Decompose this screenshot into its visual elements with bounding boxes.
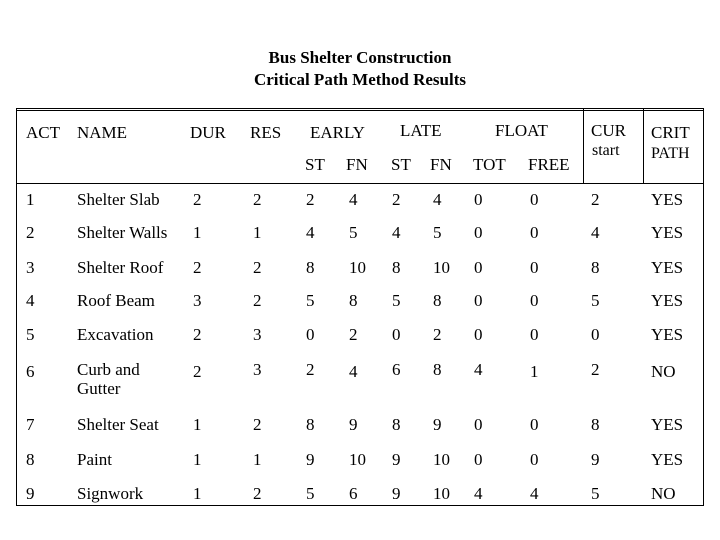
- cell-early-fn: 4: [349, 362, 358, 381]
- cell-float-tot: 0: [474, 450, 483, 469]
- cell-late-fn: 5: [433, 223, 442, 242]
- cell-late-st: 8: [392, 258, 401, 277]
- cell-late-st: 9: [392, 450, 401, 469]
- cell-float-tot: 0: [474, 190, 483, 209]
- cell-late-st: 6: [392, 360, 401, 379]
- cell-act: 8: [26, 450, 35, 469]
- cell-name: Signwork: [77, 484, 144, 503]
- cell-crit-path: NO: [651, 484, 676, 503]
- cell-cur-start: 9: [591, 450, 600, 469]
- cell-float-free: 0: [530, 325, 539, 344]
- cell-dur: 3: [193, 291, 202, 310]
- header-cur-start: start: [592, 142, 620, 159]
- cell-float-free: 0: [530, 223, 539, 242]
- header-rule: [16, 183, 704, 184]
- cell-crit-path: YES: [651, 291, 684, 310]
- header-float-free: FREE: [528, 155, 570, 174]
- cell-early-fn: 10: [349, 450, 366, 469]
- cell-early-fn: 2: [349, 325, 358, 344]
- cell-late-fn: 8: [433, 291, 442, 310]
- cell-early-st: 0: [306, 325, 315, 344]
- cell-early-st: 8: [306, 258, 315, 277]
- cell-early-fn: 9: [349, 415, 358, 434]
- header-res: RES: [250, 123, 282, 142]
- header-late-fn: FN: [430, 155, 452, 174]
- cell-cur-start: 2: [591, 360, 600, 379]
- cell-cur-start: 4: [591, 223, 600, 242]
- cell-float-tot: 4: [474, 360, 483, 379]
- cell-cur-start: 8: [591, 415, 600, 434]
- cell-cur-start: 8: [591, 258, 600, 277]
- header-name: NAME: [77, 123, 128, 142]
- cell-crit-path: YES: [651, 415, 684, 434]
- cell-float-free: 0: [530, 450, 539, 469]
- cell-float-tot: 0: [474, 291, 483, 310]
- cell-early-st: 5: [306, 291, 315, 310]
- cell-name: Shelter Walls: [77, 223, 168, 242]
- cell-float-free: 0: [530, 258, 539, 277]
- cell-res: 1: [253, 450, 262, 469]
- cell-crit-path: YES: [651, 190, 684, 209]
- cell-early-fn: 8: [349, 291, 358, 310]
- cell-float-free: 0: [530, 190, 539, 209]
- cell-late-fn: 10: [433, 450, 450, 469]
- cell-name: Excavation: [77, 325, 154, 344]
- cell-float-tot: 0: [474, 223, 483, 242]
- cell-late-st: 8: [392, 415, 401, 434]
- cell-late-fn: 10: [433, 484, 450, 503]
- cell-early-st: 2: [306, 190, 315, 209]
- cell-act: 3: [26, 258, 35, 277]
- cell-late-fn: 8: [433, 360, 442, 379]
- cell-name: Curb and Gutter: [77, 360, 140, 398]
- cell-dur: 2: [193, 362, 202, 381]
- cell-dur: 2: [193, 258, 202, 277]
- cell-res: 2: [253, 190, 262, 209]
- cell-float-free: 0: [530, 291, 539, 310]
- cell-late-st: 2: [392, 190, 401, 209]
- cell-act: 4: [26, 291, 35, 310]
- cell-res: 1: [253, 223, 262, 242]
- cell-act: 5: [26, 325, 35, 344]
- cell-early-st: 5: [306, 484, 315, 503]
- cell-name: Paint: [77, 450, 112, 469]
- cell-late-st: 4: [392, 223, 401, 242]
- cell-crit-path: YES: [651, 223, 684, 242]
- cell-res: 2: [253, 258, 262, 277]
- cell-dur: 1: [193, 223, 202, 242]
- cell-crit-path: YES: [651, 450, 684, 469]
- cell-early-fn: 4: [349, 190, 358, 209]
- cell-late-fn: 10: [433, 258, 450, 277]
- cell-float-tot: 0: [474, 258, 483, 277]
- cell-dur: 1: [193, 484, 202, 503]
- cell-late-fn: 9: [433, 415, 442, 434]
- cell-early-st: 2: [306, 360, 315, 379]
- header-float-tot: TOT: [473, 155, 506, 174]
- cell-dur: 1: [193, 450, 202, 469]
- page-subtitle: Critical Path Method Results: [253, 70, 466, 89]
- cell-act: 1: [26, 190, 35, 209]
- cell-early-st: 4: [306, 223, 315, 242]
- header-float: FLOAT: [495, 121, 548, 140]
- cell-float-tot: 4: [474, 484, 483, 503]
- header-early-fn: FN: [346, 155, 368, 174]
- cell-cur-start: 5: [591, 484, 600, 503]
- cell-act: 9: [26, 484, 35, 503]
- cell-name: Shelter Seat: [77, 415, 159, 434]
- cell-crit-path: YES: [651, 325, 684, 344]
- cell-float-free: 1: [530, 362, 539, 381]
- cell-res: 2: [253, 484, 262, 503]
- cell-dur: 2: [193, 325, 202, 344]
- header-divider: [583, 108, 584, 183]
- header-act: ACT: [26, 123, 60, 142]
- header-crit-path: PATH: [651, 145, 690, 162]
- header-early-st: ST: [305, 155, 325, 174]
- cell-name: Roof Beam: [77, 291, 155, 310]
- cell-float-tot: 0: [474, 415, 483, 434]
- cell-cur-start: 0: [591, 325, 600, 344]
- cell-crit-path: NO: [651, 362, 676, 381]
- cell-act: 7: [26, 415, 35, 434]
- cell-early-fn: 5: [349, 223, 358, 242]
- cell-float-tot: 0: [474, 325, 483, 344]
- cell-float-free: 0: [530, 415, 539, 434]
- cell-early-st: 8: [306, 415, 315, 434]
- cell-late-fn: 2: [433, 325, 442, 344]
- cell-crit-path: YES: [651, 258, 684, 277]
- cell-res: 3: [253, 325, 262, 344]
- cell-dur: 1: [193, 415, 202, 434]
- cell-cur-start: 5: [591, 291, 600, 310]
- cell-late-st: 5: [392, 291, 401, 310]
- cell-float-free: 4: [530, 484, 539, 503]
- cell-res: 2: [253, 291, 262, 310]
- header-crit: CRIT: [651, 123, 690, 142]
- cell-late-fn: 4: [433, 190, 442, 209]
- cell-res: 2: [253, 415, 262, 434]
- header-late-st: ST: [391, 155, 411, 174]
- cell-act: 2: [26, 223, 35, 242]
- header-dur: DUR: [190, 123, 226, 142]
- cell-cur-start: 2: [591, 190, 600, 209]
- cell-name: Shelter Slab: [77, 190, 160, 209]
- cell-name: Shelter Roof: [77, 258, 164, 277]
- cell-early-st: 9: [306, 450, 315, 469]
- header-divider: [643, 108, 644, 183]
- header-early: EARLY: [310, 123, 365, 142]
- cell-early-fn: 6: [349, 484, 358, 503]
- cell-act: 6: [26, 362, 35, 381]
- cell-early-fn: 10: [349, 258, 366, 277]
- header-late: LATE: [400, 121, 442, 140]
- cell-late-st: 9: [392, 484, 401, 503]
- cell-late-st: 0: [392, 325, 401, 344]
- header-cur: CUR: [591, 121, 626, 140]
- page-title: Bus Shelter Construction: [268, 48, 452, 67]
- cell-dur: 2: [193, 190, 202, 209]
- cell-res: 3: [253, 360, 262, 379]
